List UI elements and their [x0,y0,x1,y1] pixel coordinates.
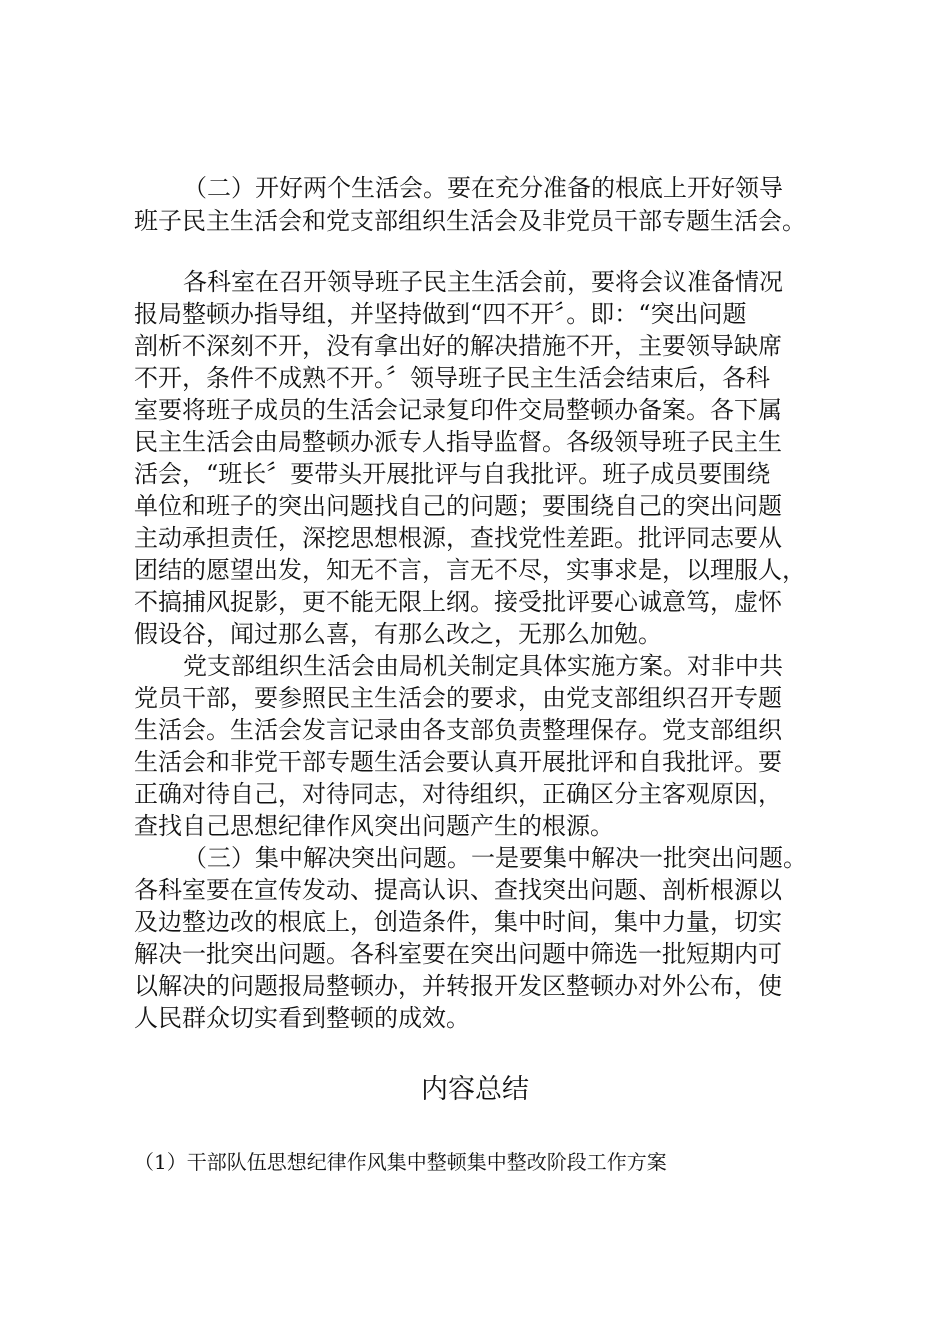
paragraph-2-line-7: 活会，“班长〞要带头开展批评与自我批评。班子成员要围绕 [134,460,771,488]
paragraph-2-line-9: 主动承担责任，深挖思想根源，查找党性差距。批评同志要从 [134,524,782,552]
paragraph-4-line-2: 各科室要在宣传发动、提高认识、查找突出问题、剖析根源以 [134,876,782,904]
paragraph-4-line-5: 以解决的问题报局整顿办，并转报开发区整顿办对外公布，使 [134,972,782,1000]
paragraph-2-line-8: 单位和班子的突出问题找自己的问题；要围绕自己的突出问题 [134,492,782,520]
paragraph-3-line-1: 党支部组织生活会由局机关制定具体实施方案。对非中共 [183,652,783,680]
summary-title: 内容总结 [421,1074,529,1105]
paragraph-4-line-1: （三）集中解决突出问题。一是要集中解决一批突出问题。 [183,844,807,872]
paragraph-3-line-6: 查找自己思想纪律作风突出问题产生的根源。 [134,812,614,840]
paragraph-3-line-3: 生活会。生活会发言记录由各支部负责整理保存。党支部组织 [134,716,782,744]
paragraph-4-line-3: 及边整边改的根底上，创造条件，集中时间，集中力量，切实 [134,908,782,936]
paragraph-2-line-4: 不开，条件不成熟不开。〞领导班子民主生活会结束后，各科 [134,364,770,392]
paragraph-2-line-5: 室要将班子成员的生活会记录复印件交局整顿办备案。各下属 [134,396,782,424]
paragraph-2-line-12: 假设谷，闻过那么喜，有那么改之，无那么加勉。 [134,620,662,648]
paragraph-2-line-11: 不搞捕风捉影，更不能无限上纲。接受批评要心诚意笃，虚怀 [134,588,782,616]
paragraph-2-line-10: 团结的愿望出发，知无不言，言无不尽，实事求是，以理服人， [134,556,806,584]
paragraph-3-line-2: 党员干部，要参照民主生活会的要求，由党支部组织召开专题 [134,684,782,712]
paragraph-2-line-6: 民主生活会由局整顿办派专人指导监督。各级领导班子民主生 [134,428,782,456]
paragraph-3-line-5: 正确对待自己，对待同志，对待组织，正确区分主客观原因， [134,780,782,808]
paragraph-2-line-2: 报局整顿办指导组，并坚持做到“四不开〞。即：“突出问题 [134,300,747,328]
paragraph-4-line-6: 人民群众切实看到整顿的成效。 [134,1004,470,1032]
paragraph-4-line-4: 解决一批突出问题。各科室要在突出问题中筛选一批短期内可 [134,940,782,968]
summary-item: （1）干部队伍思想纪律作风集中整顿集中整改阶段工作方案 [134,1150,667,1174]
paragraph-3-line-4: 生活会和非党干部专题生活会要认真开展批评和自我批评。要 [134,748,782,776]
paragraph-2-line-1: 各科室在召开领导班子民主生活会前，要将会议准备情况 [183,268,783,296]
paragraph-1-line-2: 班子民主生活会和党支部组织生活会及非党员干部专题生活会。 [134,207,806,235]
paragraph-2-line-3: 剖析不深刻不开，没有拿出好的解决措施不开，主要领导缺席 [134,332,782,360]
paragraph-1-line-1: （二）开好两个生活会。要在充分准备的根底上开好领导 [183,174,783,202]
